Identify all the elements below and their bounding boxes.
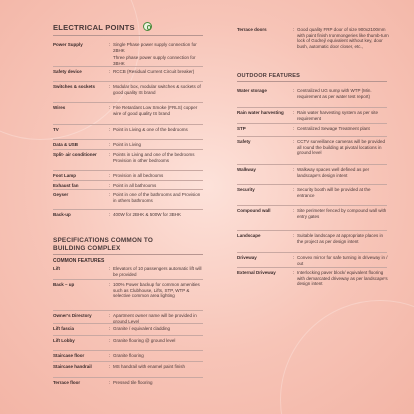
spec-value: Convex mirror for safe turning in driveway in / out [297, 255, 388, 266]
spec-colon: : [109, 42, 111, 47]
spec-value: Point in Living & one of the bedrooms [113, 127, 188, 132]
spec-label: Safety [237, 139, 251, 144]
outdoor-features-title: OUTDOOR FEATURES [237, 73, 301, 79]
spec-label: Driveway [237, 255, 257, 260]
bulb-badge-icon [143, 22, 152, 31]
section-divider [237, 81, 387, 82]
spec-colon: : [293, 27, 295, 32]
spec-colon: : [293, 110, 295, 115]
spec-colon: : [293, 139, 295, 144]
spec-value: Modular box, modular switches & sockets of good quality IS brand [113, 84, 201, 95]
spec-label: Wires [53, 105, 66, 110]
spec-colon: : [109, 212, 111, 217]
right-column [237, 0, 387, 414]
spec-colon: : [109, 173, 111, 178]
spec-value: Granite flooring [113, 353, 144, 358]
spec-label: Lift Lobby [53, 338, 75, 343]
spec-value: Fire Retardant Low Smoke (FRLS) copper wire of good quality IS brand [113, 105, 198, 116]
spec-value: Point in all bathrooms [113, 183, 157, 188]
spec-colon: : [293, 167, 295, 172]
section-divider [53, 35, 203, 36]
spec-label: Back – up [53, 282, 75, 287]
spec-value: Site perimeter fenced by compound wall with entry gates [297, 208, 387, 219]
spec-value: Three phase power supply connection for 3BHK [113, 55, 196, 66]
spec-label: Terrace doors [237, 27, 267, 32]
section-divider [53, 254, 203, 255]
spec-colon: : [109, 353, 111, 358]
spec-colon: : [109, 105, 111, 110]
spec-label: Foot Lamp [53, 173, 76, 178]
left-column [53, 0, 203, 414]
spec-colon: : [109, 338, 111, 343]
spec-value: Point in one of the bathrooms and Provision in others bathrooms [113, 192, 201, 203]
spec-label: Lift fascia [53, 326, 75, 331]
spec-colon: : [293, 255, 295, 260]
spec-label: Power Supply [53, 42, 83, 47]
common-spec-title-line2: BUILDING COMPLEX [53, 245, 121, 252]
spec-colon: : [109, 183, 111, 188]
spec-colon: : [109, 69, 111, 74]
spec-value: Elevators of 10 passengers automatic lift will be provided [113, 266, 202, 277]
spec-label: Lift [53, 266, 60, 271]
spec-value: Walkway spaces well defined as per landscape's design intent [297, 167, 370, 178]
spec-label: Terrace floor [53, 380, 81, 385]
spec-value: Points in Living and one of the bedrooms Provision in other bedrooms [113, 152, 195, 163]
spec-value: Interlocking paver block/ equivalent flooring with demarcated driveway as per landscape's design intent [297, 270, 388, 287]
spec-label: Rain water harvesting [237, 110, 284, 115]
spec-value: Point in Living [113, 142, 142, 147]
spec-colon: : [293, 187, 295, 192]
spec-value: Security booth will be provided at the entrance [297, 187, 371, 198]
spec-value: Centralized Sewage Treatment plant [297, 126, 370, 131]
spec-colon: : [293, 208, 295, 213]
spec-label: STP [237, 126, 246, 131]
electrical-points-title: ELECTRICAL POINTS [53, 23, 135, 32]
spec-label: TV [53, 127, 59, 132]
spec-label: Walkway [237, 167, 256, 172]
spec-label: Owner's Directory [53, 313, 92, 318]
spec-label: Landscape [237, 233, 261, 238]
common-features-subheading: COMMON FEATURES [53, 258, 105, 264]
spec-label: Water storage [237, 88, 267, 93]
spec-value: Granite flooring @ ground level [113, 338, 176, 343]
spec-colon: : [109, 142, 111, 147]
spec-label: Geyser [53, 192, 69, 197]
spec-value: Suitable landscape at appropriate places in the project as per design intent [297, 233, 384, 244]
spec-value: Centralized UG sump with WTP (Min. requirement as per water test report) [297, 88, 372, 99]
spec-value: CCTV surveillance cameras will be provided all round the building at pivotal locations in ground level [297, 139, 386, 156]
spec-colon: : [109, 192, 111, 197]
spec-label: Exhaust fan [53, 183, 79, 188]
spec-value: Provision in all bedrooms [113, 173, 164, 178]
spec-colon: : [293, 126, 295, 131]
spec-label: Staircase floor [53, 353, 85, 358]
spec-colon: : [109, 364, 111, 369]
spec-value: MS handrail with enamel paint finish [113, 364, 186, 369]
spec-label: Data & USB [53, 142, 79, 147]
spec-label: Security [237, 187, 255, 192]
spec-label: Staircase handrail [53, 364, 92, 369]
spec-colon: : [109, 152, 111, 157]
spec-value: RCCB (Residual Current Circuit breaker) [113, 69, 195, 74]
spec-colon: : [109, 282, 111, 287]
spec-label: External Driveway [237, 270, 276, 275]
spec-value: Granite / equivalent cladding [113, 326, 171, 331]
spec-value: Rain water harvesting system as per site requirement [297, 110, 379, 121]
spec-value: Good quality FRP door of size 900x2100mm with paint finish Ironmongeries like thumb-turn lock of Godrej/ equivalent without key, door bush, automatic door closer, etc., [297, 27, 389, 49]
spec-label: Split- air conditioner [53, 152, 97, 157]
spec-label: Compound wall [237, 208, 271, 213]
spec-colon: : [109, 84, 111, 89]
spec-value: Single Phase power supply connection for 2BHK [113, 42, 197, 53]
common-spec-title-line1: SPECIFICATIONS COMMON TO [53, 237, 154, 244]
spec-label: Safety device [53, 69, 82, 74]
spec-colon: : [109, 127, 111, 132]
spec-colon: : [293, 88, 295, 93]
spec-value: Apartment owner name will be provided in ground Level [113, 313, 197, 324]
spec-colon: : [109, 326, 111, 331]
spec-colon: : [109, 380, 111, 385]
spec-value: 100% Power backup for common amenities such as Clubhouse, Lifts, STP, WTP & selective common area lighting [113, 282, 200, 299]
spec-label: Switches & sockets [53, 84, 96, 89]
spec-value: Pressed tile flooring [113, 380, 153, 385]
spec-colon: : [109, 313, 111, 318]
spec-label: Back-up [53, 212, 71, 217]
spec-colon: : [109, 266, 111, 271]
spec-colon: : [293, 270, 295, 275]
spec-value: 400W for 2BHK & 500W for 3BHK [113, 212, 182, 217]
spec-colon: : [293, 233, 295, 238]
